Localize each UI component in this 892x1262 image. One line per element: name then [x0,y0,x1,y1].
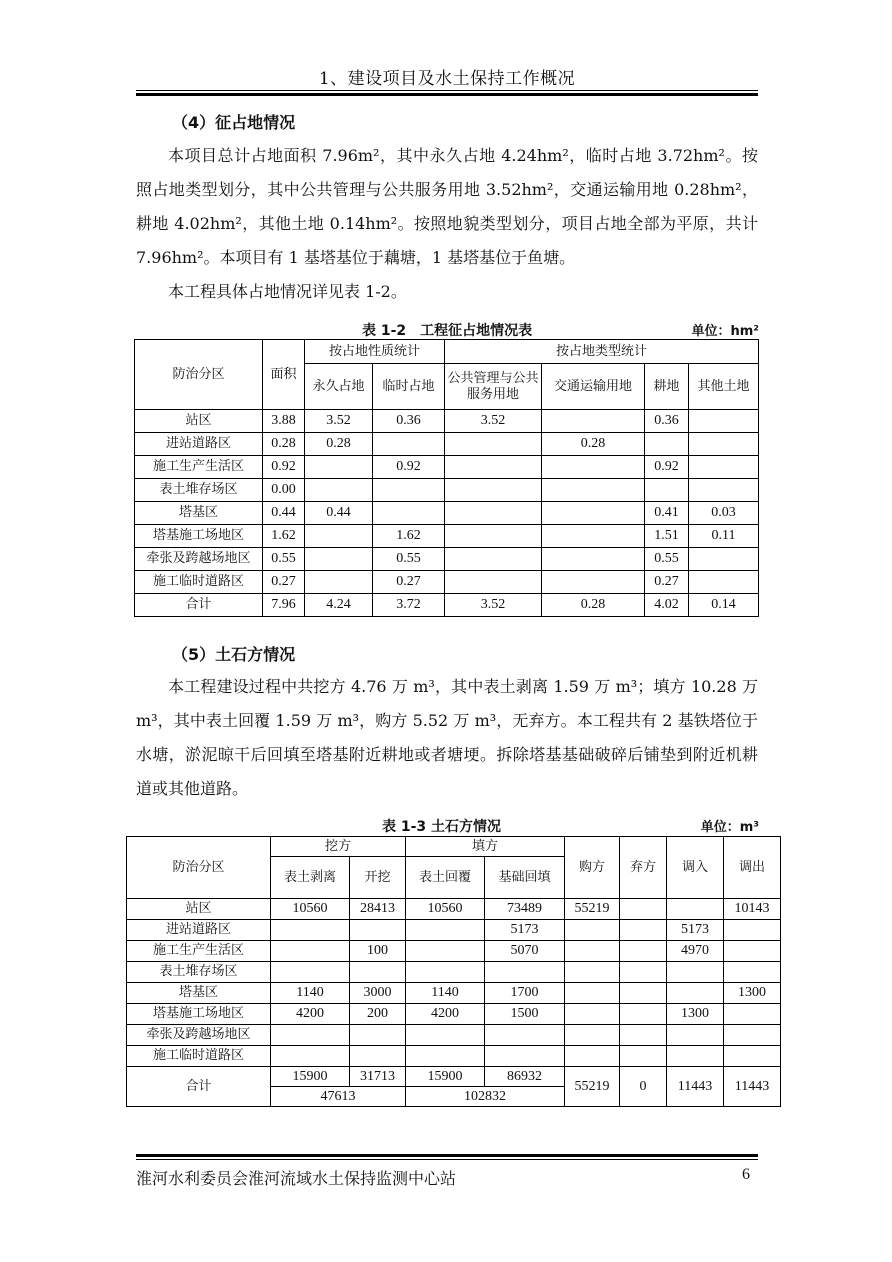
table-1-2-caption: 表 1-2 工程征占地情况表 [362,323,533,339]
row-zone-cell: 表土堆存场区 [127,962,271,983]
table-cell [406,920,485,941]
table-1-3-unit: 单位：m³ [700,820,759,835]
table-row [135,456,759,479]
table-cell [542,479,645,502]
col-zone-header: 防治分区 [135,340,263,410]
table-cell [620,899,667,920]
row-zone-cell: 施工生产生活区 [135,456,263,479]
table-cell: 0.28 [542,433,645,456]
table-cell: 4970 [667,941,724,962]
section-4-body [136,139,758,309]
table-cell [305,548,373,571]
table-cell: 3000 [350,983,406,1004]
group-cut-header: 挖方 [271,837,406,857]
table-row [127,962,781,983]
table-cell [724,1046,781,1067]
total-foundation-fill: 86932 [485,1067,565,1087]
table-cell [724,1025,781,1046]
table-cell: 0.55 [373,548,445,571]
col-excavation-header: 开挖 [350,857,406,899]
total-row-label: 合计 [127,1067,271,1107]
table-row [127,1046,781,1067]
row-zone-cell: 塔基区 [135,502,263,525]
total-topsoil-cover: 15900 [406,1067,485,1087]
row-zone-cell: 牵张及跨越场地区 [135,548,263,571]
total-fill-sum: 102832 [406,1087,565,1107]
row-zone-cell: 进站道路区 [127,920,271,941]
table-cell [620,920,667,941]
table-cell [724,1004,781,1025]
table-cell: 5070 [485,941,565,962]
section-5-heading: （5）土石方情况 [172,645,296,664]
table-row [135,479,759,502]
col-waste-header: 弃方 [620,837,667,899]
col-transfer-in-header: 调入 [667,837,724,899]
footer-rule-thin [136,1159,758,1160]
table-cell: 1.62 [373,525,445,548]
col-topsoil-strip-header: 表土剥离 [271,857,350,899]
table-cell [620,1025,667,1046]
col-purchase-header: 购方 [565,837,620,899]
total-excavation: 31713 [350,1067,406,1087]
table-cell: 0.27 [373,571,445,594]
table-cell [350,920,406,941]
section-5-body [136,670,758,806]
table-cell: 0.03 [689,502,759,525]
table-cell [565,983,620,1004]
table-cell: 1500 [485,1004,565,1025]
table-cell [485,1025,565,1046]
table-cell: 0.14 [689,594,759,617]
table-row [135,433,759,456]
row-zone-cell: 进站道路区 [135,433,263,456]
row-zone-cell: 牵张及跨越场地区 [127,1025,271,1046]
table-cell [620,1004,667,1025]
col-public-header: 公共管理与公共服务用地 [445,364,542,410]
table-cell [485,962,565,983]
table-cell: 0.92 [263,456,305,479]
table-cell: 3.52 [445,594,542,617]
header-rule-thin [136,90,758,91]
table-cell: 1140 [271,983,350,1004]
table-cell [620,1046,667,1067]
land-occupation-table [134,339,759,617]
row-zone-cell: 站区 [127,899,271,920]
table-cell [620,983,667,1004]
table-cell: 1300 [667,1004,724,1025]
table-cell [373,502,445,525]
table-cell [724,920,781,941]
table-cell [350,1046,406,1067]
col-other-header: 其他土地 [689,364,759,410]
row-zone-cell: 合计 [135,594,263,617]
row-zone-cell: 施工生产生活区 [127,941,271,962]
row-zone-cell: 施工临时道路区 [127,1046,271,1067]
table-cell [689,571,759,594]
table-cell: 73489 [485,899,565,920]
table-cell [667,899,724,920]
table-cell: 100 [350,941,406,962]
table-cell: 10560 [406,899,485,920]
table-row [135,571,759,594]
table-cell: 0.92 [373,456,445,479]
table-row [135,502,759,525]
table-cell [485,1046,565,1067]
section-4-heading: （4）征占地情况 [172,113,296,132]
table-cell [689,548,759,571]
table-cell: 0.44 [263,502,305,525]
page-number: 6 [742,1166,750,1183]
section-5-paragraph-1: 本工程建设过程中共挖方 4.76 万 m³，其中表土剥离 1.59 万 m³；填方 10.28 万 m³，其中表土回覆 1.59 万 m³，购方 5.52 万 m³，无弃方。本工程共有 2 基铁塔位于水塘，淤泥晾干后回填至塔基附近耕地或者塘埂。拆除塔基基础破碎后铺垫到附近机耕道或其他道路。 [136,677,758,798]
table-cell [620,962,667,983]
table-cell [271,1046,350,1067]
table-cell [445,479,542,502]
row-zone-cell: 塔基施工场地区 [135,525,263,548]
table-cell [445,433,542,456]
col-area-header: 面积 [263,340,305,410]
col-transfer-out-header: 调出 [724,837,781,899]
table-cell [542,456,645,479]
table-cell: 200 [350,1004,406,1025]
table-cell: 4.02 [645,594,689,617]
table-cell: 4200 [406,1004,485,1025]
table-cell: 1300 [724,983,781,1004]
table-row [127,1004,781,1025]
table-cell: 1140 [406,983,485,1004]
col-foundation-fill-header: 基础回填 [485,857,565,899]
table-cell: 0.55 [263,548,305,571]
table-row [135,548,759,571]
table-cell: 0.28 [542,594,645,617]
table-cell [565,962,620,983]
row-zone-cell: 塔基施工场地区 [127,1004,271,1025]
table-cell [305,479,373,502]
table-cell [445,571,542,594]
table-row [135,410,759,433]
table-cell [445,456,542,479]
col-transport-header: 交通运输用地 [542,364,645,410]
table-row [127,941,781,962]
table-row [127,983,781,1004]
table-cell [689,410,759,433]
table-cell [667,983,724,1004]
table-cell [305,571,373,594]
table-cell [542,571,645,594]
table-cell [373,479,445,502]
table-cell: 0.41 [645,502,689,525]
page-header-title: 1、建设项目及水土保持工作概况 [318,69,576,89]
table-cell [445,548,542,571]
table-cell: 3.52 [445,410,542,433]
earthwork-table [126,836,781,1107]
table-cell [667,1046,724,1067]
total-purchase: 55219 [565,1067,620,1107]
table-row [135,594,759,617]
table-cell [271,920,350,941]
table-cell: 0.00 [263,479,305,502]
table-cell: 3.72 [373,594,445,617]
table-cell [689,479,759,502]
row-zone-cell: 站区 [135,410,263,433]
table-cell: 0.55 [645,548,689,571]
table-cell [542,410,645,433]
table-cell [542,525,645,548]
table-cell: 4.24 [305,594,373,617]
table-row [127,899,781,920]
table-cell [645,479,689,502]
row-zone-cell: 施工临时道路区 [135,571,263,594]
table-cell: 1700 [485,983,565,1004]
table-row [127,920,781,941]
table-cell: 0.28 [263,433,305,456]
table-cell: 0.28 [305,433,373,456]
table-cell: 3.88 [263,410,305,433]
table-cell: 0.11 [689,525,759,548]
table-1-3-caption: 表 1-3 土石方情况 [382,819,502,835]
col-topsoil-cover-header: 表土回覆 [406,857,485,899]
table-cell [305,525,373,548]
table-cell [565,1046,620,1067]
table-cell: 10143 [724,899,781,920]
total-waste: 0 [620,1067,667,1107]
row-zone-cell: 表土堆存场区 [135,479,263,502]
table-cell: 5173 [485,920,565,941]
table-cell: 28413 [350,899,406,920]
table-cell: 10560 [271,899,350,920]
table-cell: 0.44 [305,502,373,525]
table-cell [350,962,406,983]
table-cell [445,525,542,548]
group-fill-header: 填方 [406,837,565,857]
table-row [135,525,759,548]
table-cell [667,1025,724,1046]
table-cell [667,962,724,983]
total-topsoil-strip: 15900 [271,1067,350,1087]
table-cell [271,941,350,962]
table-cell [406,1025,485,1046]
total-transfer-in: 11443 [667,1067,724,1107]
table-cell [565,1025,620,1046]
table-cell: 0.92 [645,456,689,479]
table-cell [406,1046,485,1067]
table-cell [689,433,759,456]
table-cell [565,920,620,941]
table-cell: 1.62 [263,525,305,548]
table-cell [406,962,485,983]
footer-rule-thick [136,1154,758,1157]
table-cell [724,962,781,983]
table-cell [373,433,445,456]
table-cell: 0.36 [373,410,445,433]
table-cell [542,548,645,571]
col-farmland-header: 耕地 [645,364,689,410]
section-4-paragraph-2: 本工程具体占地情况详见表 1-2。 [168,282,407,301]
table-1-2-unit: 单位：hm² [691,324,759,339]
table-cell: 1.51 [645,525,689,548]
table-cell [620,941,667,962]
footer-organization: 淮河水利委员会淮河流域水土保持监测中心站 [136,1169,457,1188]
row-zone-cell: 塔基区 [127,983,271,1004]
table-cell [565,1004,620,1025]
group-type-header: 按占地类型统计 [445,340,759,364]
table-cell [305,456,373,479]
table-row [127,1025,781,1046]
col-permanent-header: 永久占地 [305,364,373,410]
table-cell [542,502,645,525]
table-cell: 55219 [565,899,620,920]
table-cell [645,433,689,456]
table-cell [350,1025,406,1046]
table-cell: 3.52 [305,410,373,433]
total-cut-sum: 47613 [271,1087,406,1107]
group-nature-header: 按占地性质统计 [305,340,445,364]
col-zone-header: 防治分区 [127,837,271,899]
table-cell: 0.27 [645,571,689,594]
table-cell: 4200 [271,1004,350,1025]
table-cell [445,502,542,525]
section-4-paragraph-1: 本项目总计占地面积 7.96m²，其中永久占地 4.24hm²，临时占地 3.72hm²。按照占地类型划分，其中公共管理与公共服务用地 3.52hm²，交通运输用地 0.28hm²，耕地 4.02hm²，其他土地 0.14hm²。按照地貌类型划分，项目占地全部为平原，共计 7.96hm²。本项目有 1 基塔基位于藕塘，1 基塔基位于鱼塘。 [136,146,758,267]
col-temporary-header: 临时占地 [373,364,445,410]
table-cell [565,941,620,962]
table-cell [271,962,350,983]
header-rule-thick [136,93,758,96]
table-cell [689,456,759,479]
table-cell: 0.36 [645,410,689,433]
table-cell: 0.27 [263,571,305,594]
total-transfer-out: 11443 [724,1067,781,1107]
table-cell [406,941,485,962]
table-cell: 7.96 [263,594,305,617]
table-cell: 5173 [667,920,724,941]
table-cell [271,1025,350,1046]
table-cell [724,941,781,962]
